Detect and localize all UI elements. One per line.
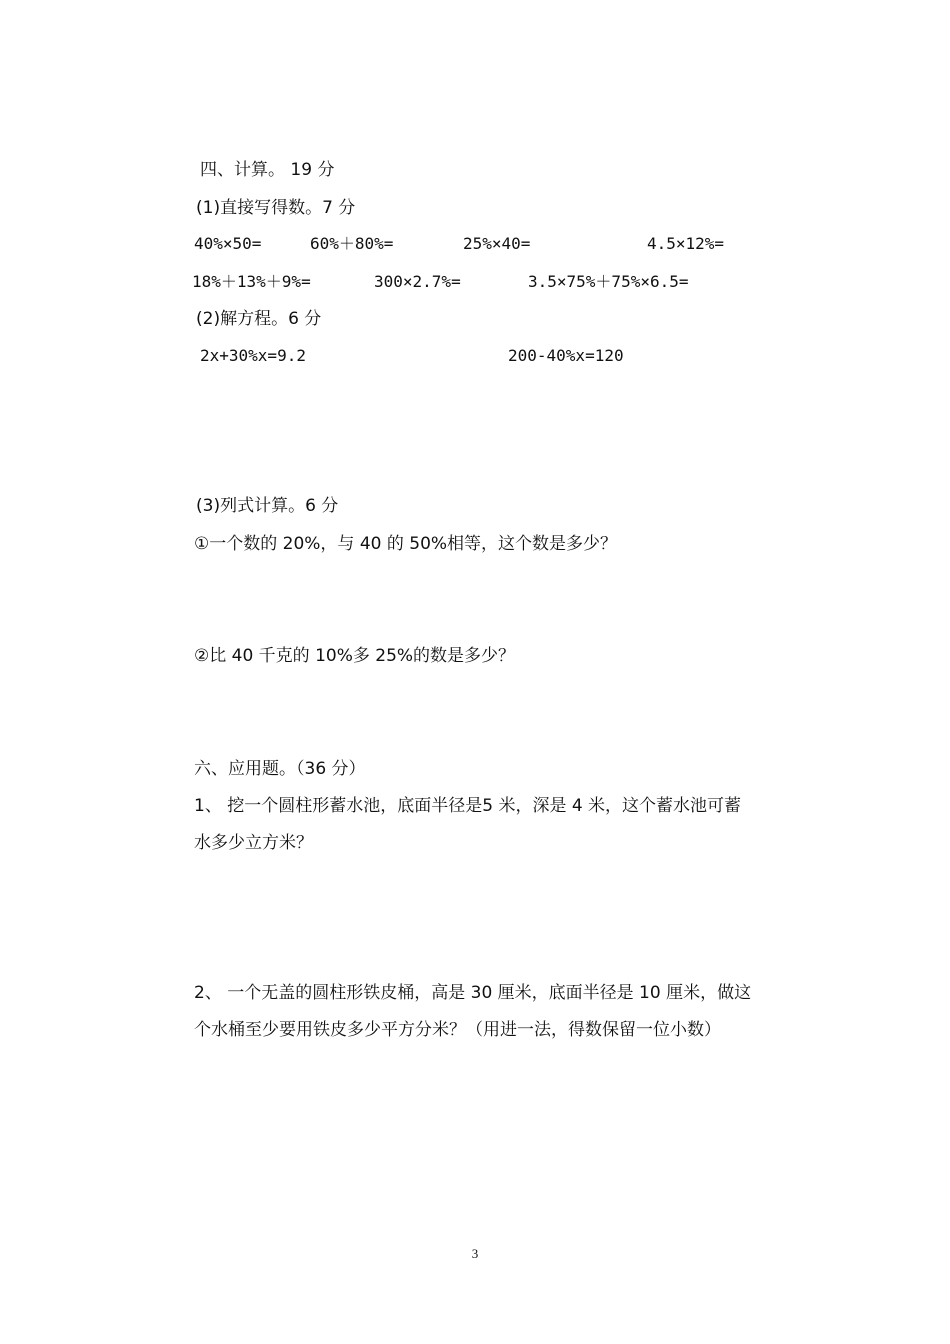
equation-1: 2x+30%x=9.2 — [200, 346, 306, 365]
section-6-title: 六、应用题。（36 分） — [194, 759, 366, 779]
expr-1-3: 25%×40= — [463, 234, 531, 253]
expr-1-2: 60%＋80%= — [310, 234, 394, 253]
part-1-title: (1)直接写得数。7 分 — [196, 198, 356, 218]
application-question-1-line-1: 1、 挖一个圆柱形蓄水池，底面半径是5 米，深是 4 米，这个蓄水池可蓄 — [194, 796, 742, 816]
application-question-2-line-1: 2、 一个无盖的圆柱形铁皮桶，高是 30 厘米，底面半径是 10 厘米，做这 — [194, 983, 752, 1003]
part-3-title: (3)列式计算。6 分 — [196, 496, 339, 516]
part-3-question-2: ②比 40 千克的 10%多 25%的数是多少？ — [194, 646, 516, 666]
expr-2-2: 300×2.7%= — [374, 272, 461, 291]
application-question-1-line-2: 水多少立方米？ — [194, 833, 313, 853]
application-question-2-line-2: 个水桶至少要用铁皮多少平方分米？（用进一法，得数保留一位小数） — [194, 1020, 721, 1040]
expr-1-1: 40%×50= — [194, 234, 262, 253]
expr-1-4: 4.5×12%= — [647, 234, 725, 253]
part-2-title: (2)解方程。6 分 — [196, 309, 322, 329]
section-4-title: 四、计算。 19 分 — [200, 160, 335, 180]
equation-2: 200-40%x=120 — [508, 346, 624, 365]
expr-2-3: 3.5×75%＋75%×6.5= — [528, 272, 689, 291]
expr-2-1: 18%＋13%＋9%= — [192, 272, 311, 291]
part-3-question-1: ①一个数的 20%，与 40 的 50%相等，这个数是多少？ — [194, 534, 618, 554]
page-number: 3 — [471, 1246, 479, 1261]
